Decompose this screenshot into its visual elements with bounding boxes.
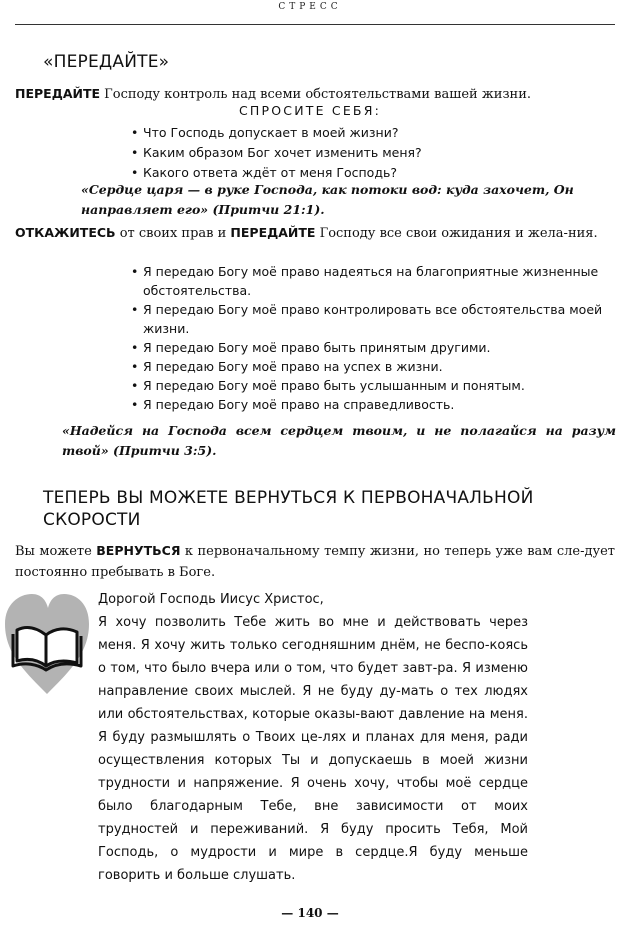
list-item: • Каким образом Бог хочет изменить меня? xyxy=(131,143,601,163)
scripture-quote-proverbs-21: «Сердце царя — в руке Господа, как потоки вод: куда захочет, Он направляет его» (Притчи 21:1). xyxy=(81,182,574,217)
rights-list xyxy=(131,262,616,414)
question-list xyxy=(131,123,601,183)
bold-keyword: ПЕРЕДАЙТЕ xyxy=(15,86,101,101)
page-number: — 140 — xyxy=(281,906,339,920)
paragraph-text: Господу контроль над всеми обстоятельствами вашей жизни. xyxy=(100,87,531,102)
paragraph-text: Господу все свои ожидания и жела-ния. xyxy=(315,226,598,241)
bold-keyword: ПЕРЕДАЙТЕ xyxy=(230,225,316,240)
heart-book-icon xyxy=(3,590,93,700)
paragraph-renounce-rights xyxy=(15,222,615,244)
prayer-greeting: Дорогой Господь Иисус Христос, xyxy=(98,592,324,607)
list-item: • Я передаю Богу моё право надеяться на благоприятные жизненные обстоятельства. xyxy=(131,262,616,300)
paragraph-return-pace xyxy=(15,540,615,583)
prayer-block xyxy=(98,588,528,887)
running-head: СТРЕСС xyxy=(278,2,342,12)
list-item: • Я передаю Богу моё право контролировать все обстоятельства моей жизни. xyxy=(131,300,616,338)
list-item: • Я передаю Богу моё право быть услышанным и понятым. xyxy=(131,376,616,395)
list-item: • Я передаю Богу моё право на справедливость. xyxy=(131,395,616,414)
scripture-quote-proverbs-3: «Надейся на Господа всем сердцем твоим, и не полагайся на разум твой» (Притчи 3:5). xyxy=(62,423,616,458)
prayer-body: Я хочу позволить Тебе жить во мне и действовать через меня. Я хочу жить только сегодняшним днём, не беспо-коясь о том, что было вчера или о том, что будет завт-ра. Я изменю направление своих мыслей. Я не буду ду-мать о тех людях или обстоятельствах, которые оказы-вают давление на меня. Я буду размышлять о Твоих це-лях и планах для меня, ради осуществления которых Ты и допускаешь в моей жизни трудности и напряжение. Я очень хочу, чтобы моё сердце было благодарным Тебе, вне зависимости от моих трудностей и переживаний. Я буду просить Тебя, Мой Господь, о мудрости и мире в сердце.Я буду меньше говорить и больше слушать. xyxy=(98,615,528,883)
ask-yourself-label: СПРОСИТЕ СЕБЯ: xyxy=(239,103,381,118)
list-item: • Я передаю Богу моё право быть принятым другими. xyxy=(131,338,616,357)
paragraph-text: от своих прав и xyxy=(115,226,231,241)
list-item: • Я передаю Богу моё право на успех в жизни. xyxy=(131,357,616,376)
paragraph-text: Вы можете xyxy=(15,544,97,559)
heart-book-icon-graphic xyxy=(3,590,93,700)
header-divider xyxy=(15,24,615,25)
paragraph-text: к первоначальному темпу жизни, но теперь уже вам сле-дует постоянно пребывать в Боге. xyxy=(15,544,615,580)
bold-keyword: ВЕРНУТЬСЯ xyxy=(96,543,181,558)
open-book-shape xyxy=(13,628,81,670)
section-heading-transfer: «ПЕРЕДАЙТЕ» xyxy=(43,52,170,72)
list-item: • Что Господь допускает в моей жизни? xyxy=(131,123,601,143)
paragraph-transfer-control xyxy=(15,83,615,105)
section-heading-return-speed: ТЕПЕРЬ ВЫ МОЖЕТЕ ВЕРНУТЬСЯ К ПЕРВОНАЧАЛЬНОЙ СКОРОСТИ xyxy=(43,488,534,530)
list-item: • Какого ответа ждёт от меня Господь? xyxy=(131,163,601,183)
bold-keyword: ОТКАЖИТЕСЬ xyxy=(15,225,116,240)
